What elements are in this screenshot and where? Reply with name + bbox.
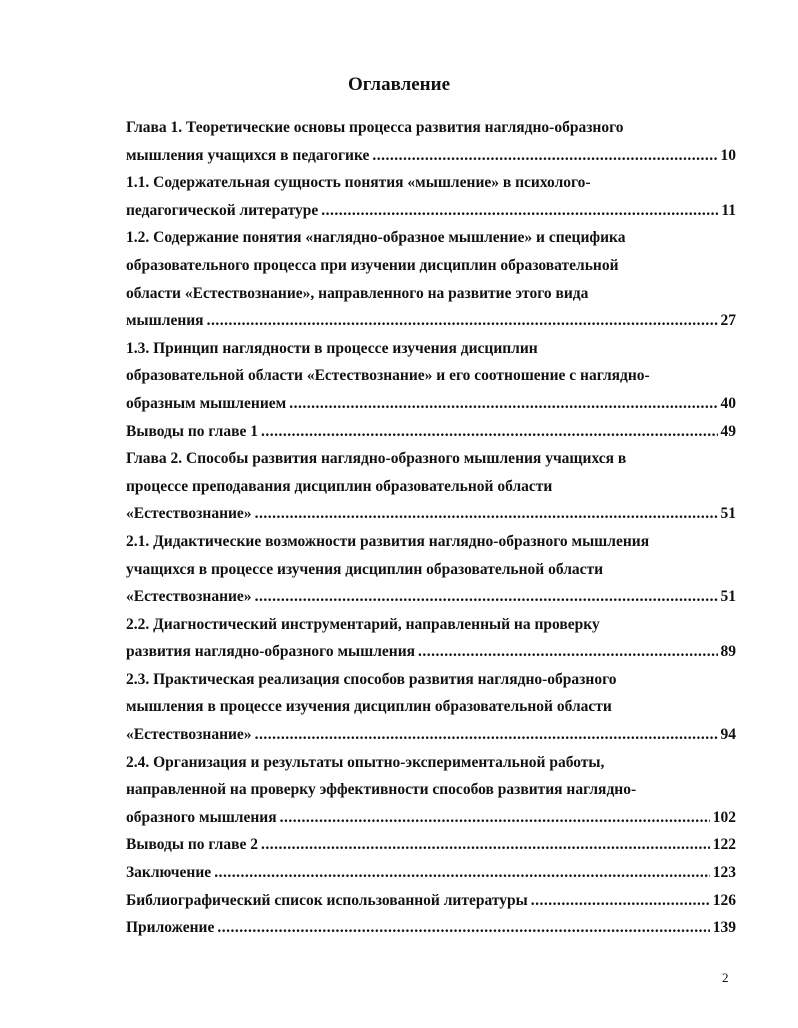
toc-entry-title-end: Приложение	[126, 919, 215, 937]
dot-leader	[531, 887, 710, 915]
toc-page-number: 94	[720, 726, 736, 744]
toc-page-number: 11	[721, 201, 736, 219]
toc-page-number: 51	[720, 588, 736, 606]
toc-entry-line: Глава 2. Способы развития наглядно-образного мышления учащихся в	[126, 450, 627, 468]
toc-page-number: 139	[712, 919, 736, 937]
toc-entry-title-end: Библиографический список использованной литературы	[126, 891, 528, 909]
toc-entry-line: 2.1. Дидактические возможности развития наглядно-образного мышления	[126, 532, 650, 550]
toc-entry-title-end: «Естествознание»	[126, 726, 252, 744]
dot-leader	[207, 307, 718, 335]
toc-entry-title-end: «Естествознание»	[126, 505, 252, 523]
toc-entry	[126, 445, 736, 528]
toc-entry-line: направленной на проверку эффективности способов развития наглядно-	[126, 781, 637, 799]
toc-entry-last-line	[126, 721, 736, 749]
toc-entry-title-end: образным мышлением	[126, 394, 287, 412]
toc-entry-line: 2.3. Практическая реализация способов развития наглядно-образного	[126, 670, 617, 688]
dot-leader	[321, 197, 718, 225]
toc-entry-title-end: образного мышления	[126, 808, 277, 826]
toc-entry-title-end: «Естествознание»	[126, 588, 252, 606]
toc-entry-line: 2.4. Организация и результаты опытно-экспериментальной работы,	[126, 753, 605, 771]
toc-entry-title-end: мышления	[126, 312, 204, 330]
dot-leader	[372, 142, 717, 170]
dot-leader	[255, 583, 718, 611]
toc-entry-line: 1.2. Содержание понятия «наглядно-образное мышление» и специфика	[126, 229, 626, 247]
toc-page-number: 89	[720, 643, 736, 661]
toc-entry-title-end: Выводы по главе 1	[126, 422, 258, 440]
dot-leader	[217, 914, 709, 942]
dot-leader	[261, 831, 710, 859]
dot-leader	[214, 859, 710, 887]
toc-entry	[126, 611, 736, 666]
toc-entry-last-line	[126, 142, 736, 170]
toc-entry-title-end: Заключение	[126, 864, 212, 882]
toc-entry-last-line	[126, 583, 736, 611]
toc-entry	[126, 528, 736, 611]
toc-entry	[126, 887, 736, 915]
toc-page-number: 123	[712, 864, 736, 882]
toc-page-number: 122	[712, 836, 736, 854]
toc-entry-last-line	[126, 307, 736, 335]
toc-entry-line: Глава 1. Теоретические основы процесса развития наглядно-образного	[126, 119, 624, 136]
toc-entry	[126, 831, 736, 859]
toc-entry-line: области «Естествознание», направленного на развитие этого вида	[126, 284, 589, 302]
toc-page-number: 102	[712, 808, 736, 826]
toc-entry-title-end: Выводы по главе 2	[126, 836, 258, 854]
dot-leader	[261, 418, 718, 446]
table-of-contents	[126, 114, 736, 942]
toc-page-number: 40	[720, 394, 736, 412]
toc-entry-last-line	[126, 418, 736, 446]
toc-entry	[126, 224, 736, 334]
toc-entry-line: мышления в процессе изучения дисциплин образовательной области	[126, 698, 612, 716]
toc-entry-last-line	[126, 859, 736, 887]
toc-entry-last-line	[126, 390, 736, 418]
toc-entry	[126, 418, 736, 446]
toc-entry-last-line	[126, 831, 736, 859]
dot-leader	[289, 390, 717, 418]
toc-entry	[126, 335, 736, 418]
page-number: 2	[722, 970, 729, 985]
toc-entry-title-end: развития наглядно-образного мышления	[126, 643, 416, 661]
toc-entry	[126, 169, 736, 224]
toc-entry	[126, 914, 736, 942]
toc-entry-last-line	[126, 500, 736, 528]
toc-entry-last-line	[126, 197, 736, 225]
dot-leader	[418, 638, 717, 666]
toc-entry-line: процессе преподавания дисциплин образовательной области	[126, 477, 553, 495]
dot-leader	[255, 721, 718, 749]
toc-entry-last-line	[126, 887, 736, 915]
toc-entry-line: образовательного процесса при изучении дисциплин образовательной	[126, 256, 619, 274]
toc-entry	[126, 666, 736, 749]
dot-leader	[280, 804, 710, 832]
page-title: Оглавление	[347, 74, 451, 95]
toc-entry-line: 1.3. Принцип наглядности в процессе изучения дисциплин	[126, 339, 538, 357]
toc-entry-last-line	[126, 914, 736, 942]
toc-page-number: 10	[720, 146, 736, 164]
toc-entry-line: учащихся в процессе изучения дисциплин образовательной области	[126, 560, 604, 578]
toc-page-number: 49	[720, 422, 736, 440]
toc-entry-title-end: педагогической литературе	[126, 201, 319, 219]
toc-entry	[126, 859, 736, 887]
toc-entry	[126, 749, 736, 832]
toc-entry-last-line	[126, 804, 736, 832]
toc-entry-line: 2.2. Диагностический инструментарий, направленный на проверку	[126, 615, 600, 633]
toc-page-number: 27	[720, 312, 736, 330]
toc-entry	[126, 114, 736, 169]
toc-page-number: 126	[712, 891, 736, 909]
toc-entry-last-line	[126, 638, 736, 666]
toc-entry-title-end: мышления учащихся в педагогике	[126, 146, 370, 164]
toc-entry-line: образовательной области «Естествознание» и его соотношение с наглядно-	[126, 367, 650, 385]
dot-leader	[255, 500, 718, 528]
toc-entry-line: 1.1. Содержательная сущность понятия «мышление» в психолого-	[126, 174, 591, 192]
toc-page-number: 51	[720, 505, 736, 523]
